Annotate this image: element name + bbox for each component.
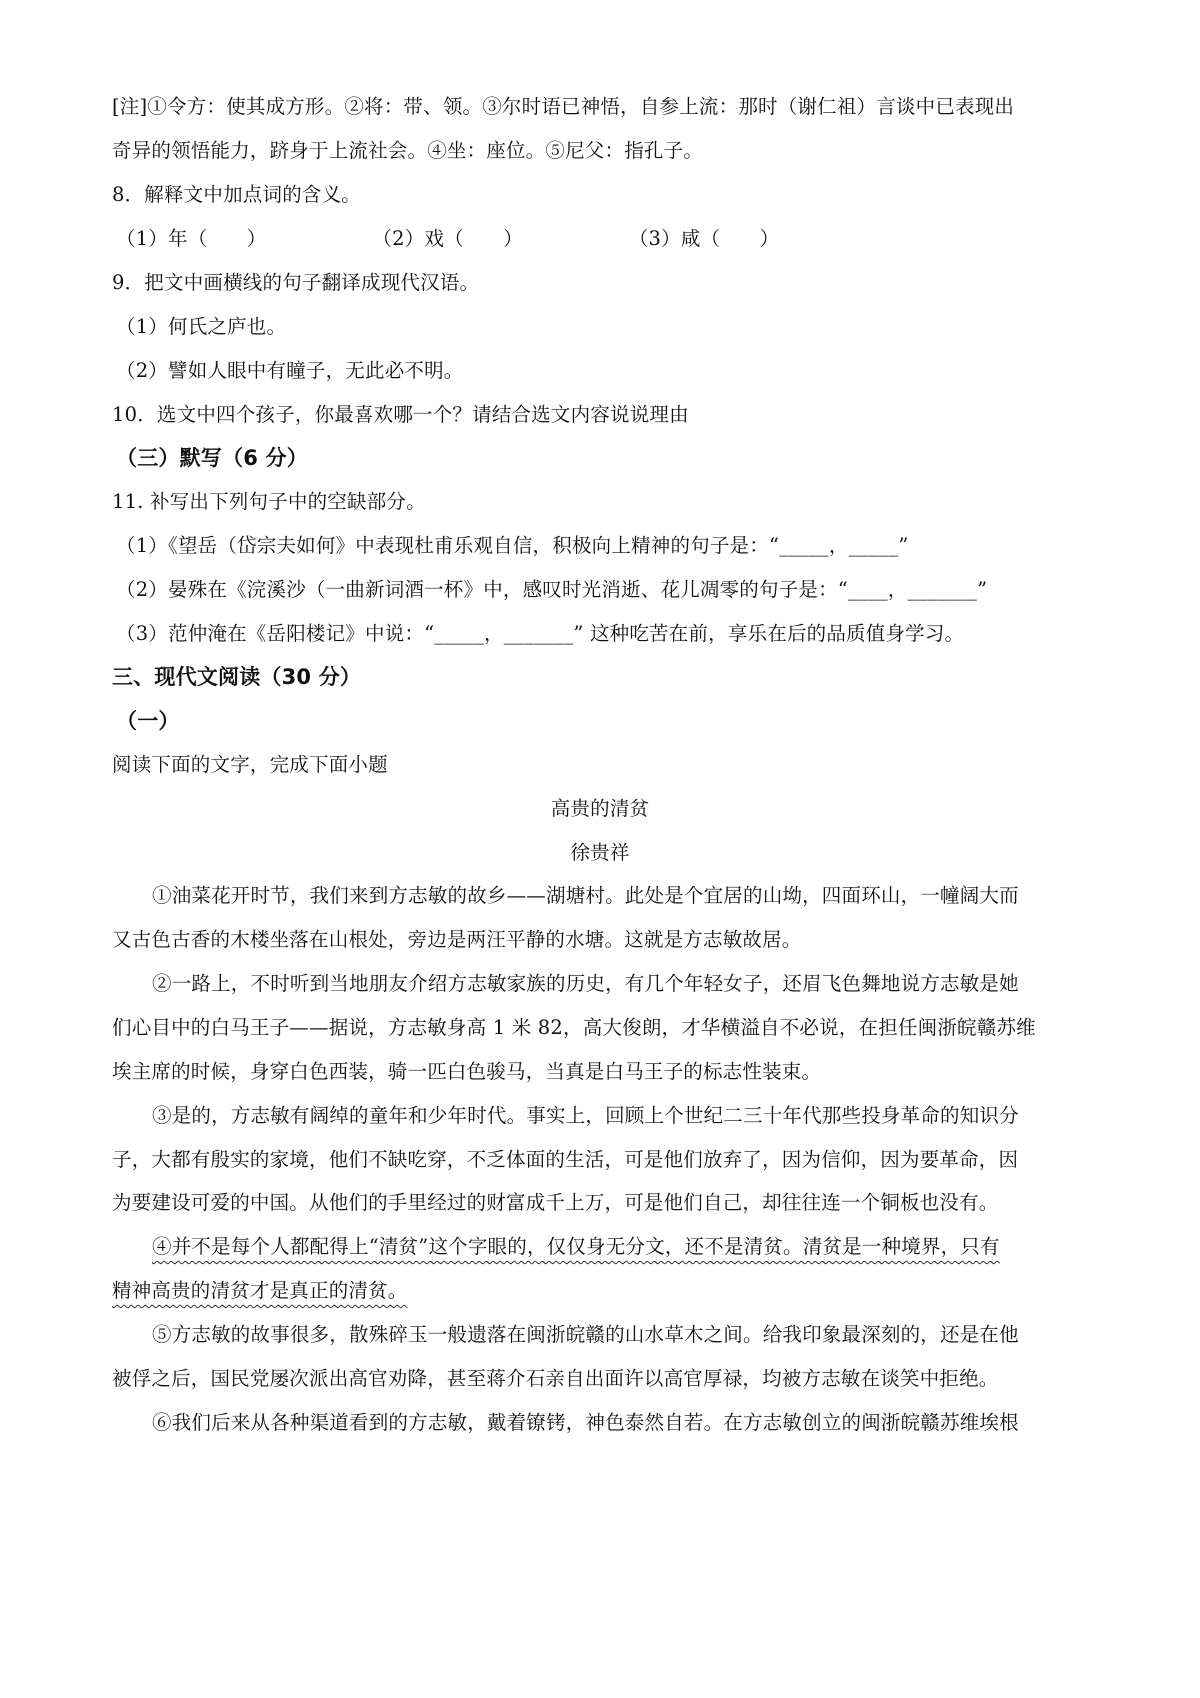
paragraph-4-line-2-underlined-text: 精神高贵的清贫才是真正的清贫。 (112, 1279, 408, 1302)
question-8-prompt: 8．解释文中加点词的含义。 (112, 183, 362, 206)
notes-line-2: 奇异的领悟能力，跻身于上流社会。④坐：座位。⑤尼父：指孔子。 (112, 139, 704, 162)
question-11-item-2: （2）晏殊在《浣溪沙（一曲新词酒一杯》中，感叹时光消逝、花儿凋零的句子是：“____，_______” (116, 578, 988, 601)
paragraph-6-line-1: ⑥我们后来从各种渠道看到的方志敏，戴着镣铐，神色泰然自若。在方志敏创立的闽浙皖赣苏维埃根 (152, 1411, 1019, 1434)
question-11-item-3: （3）范仲淹在《岳阳楼记》中说：“_____，_______” 这种吃苦在前，享乐在后的品质值身学习。 (116, 622, 965, 645)
paragraph-1-line-1: ①油菜花开时节，我们来到方志敏的故乡——湖塘村。此处是个宜居的山坳，四面环山，一幢阔大而 (152, 884, 1019, 907)
article-author: 徐贵祥 (570, 841, 630, 864)
paragraph-3-line-1: ③是的，方志敏有阔绰的童年和少年时代。事实上，回顾上个世纪二三十年代那些投身革命的知识分 (152, 1104, 1019, 1127)
notes-line-1: [注]①令方：使其成方形。②将：带、领。③尔时语已神悟，自参上流：那时（谢仁祖）言谈中已表现出 (112, 95, 1015, 118)
question-9-prompt: 9．把文中画横线的句子翻译成现代汉语。 (112, 271, 480, 294)
paragraph-2-line-1: ②一路上，不时听到当地朋友介绍方志敏家族的历史，有几个年轻女子，还眉飞色舞地说方志敏是她 (152, 972, 1019, 995)
reading-instruction: 阅读下面的文字，完成下面小题 (112, 753, 388, 776)
paragraph-5-line-1: ⑤方志敏的故事很多，散殊碎玉一般遗落在闽浙皖赣的山水草木之间。给我印象最深刻的，还是在他 (152, 1323, 1019, 1346)
article-title: 高贵的清贫 (550, 797, 650, 820)
modern-reading-section-heading: 三、现代文阅读（30 分） (112, 665, 362, 689)
question-8-item-2: （2）戏（ ） (372, 227, 523, 250)
paragraph-5-line-2: 被俘之后，国民党屡次派出高官劝降，甚至蒋介石亲自出面许以高官厚禄，均被方志敏在谈笑中拒绝。 (112, 1367, 999, 1390)
question-11-item-1: （1）《望岳（岱宗夫如何》中表现杜甫乐观自信，积极向上精神的句子是：“_____，_____” (116, 534, 909, 557)
paragraph-4-line-1-underlined-text: ④并不是每个人都配得上“清贫”这个字眼的，仅仅身无分文，还不是清贫。清贫是一种境界，只有 (152, 1235, 1000, 1258)
question-9-item-1: （1）何氏之庐也。 (116, 315, 287, 338)
paragraph-2-line-2: 们心目中的白马王子——据说，方志敏身高 1 米 82，高大俊朗，才华横溢自不必说，在担任闽浙皖赣苏维 (112, 1016, 1036, 1039)
question-8-items (116, 224, 1106, 254)
question-8-item-1: （1）年（ ） (116, 227, 267, 250)
paragraph-1-line-2: 又古色古香的木楼坐落在山根处，旁边是两汪平静的水塘。这就是方志敏故居。 (112, 928, 802, 951)
modern-reading-sub-heading: （一） (116, 709, 180, 733)
paragraph-3-line-3: 为要建设可爱的中国。从他们的手里经过的财富成千上万，可是他们自己，却往往连一个铜板也没有。 (112, 1191, 999, 1214)
paragraph-4-line-2 (112, 1276, 1102, 1316)
question-11-prompt: 11. 补写出下列句子中的空缺部分。 (112, 490, 426, 513)
paragraph-3-line-2: 子，大都有殷实的家境，他们不缺吃穿，不乏体面的生活，可是他们放弃了，因为信仰，因为要革命，因 (112, 1148, 1019, 1171)
paragraph-2-line-3: 埃主席的时候，身穿白色西装，骑一匹白色骏马，当真是白马王子的标志性装束。 (112, 1060, 822, 1083)
question-9-item-2: （2）譬如人眼中有瞳子，无此必不明。 (116, 359, 464, 382)
dictation-section-heading: （三）默写（6 分） (116, 446, 308, 470)
paragraph-4-line-1 (152, 1232, 1102, 1272)
question-8-item-3: （3）咸（ ） (628, 227, 780, 250)
question-10-prompt: 10．选文中四个孩子，你最喜欢哪一个？请结合选文内容说说理由 (112, 403, 689, 426)
